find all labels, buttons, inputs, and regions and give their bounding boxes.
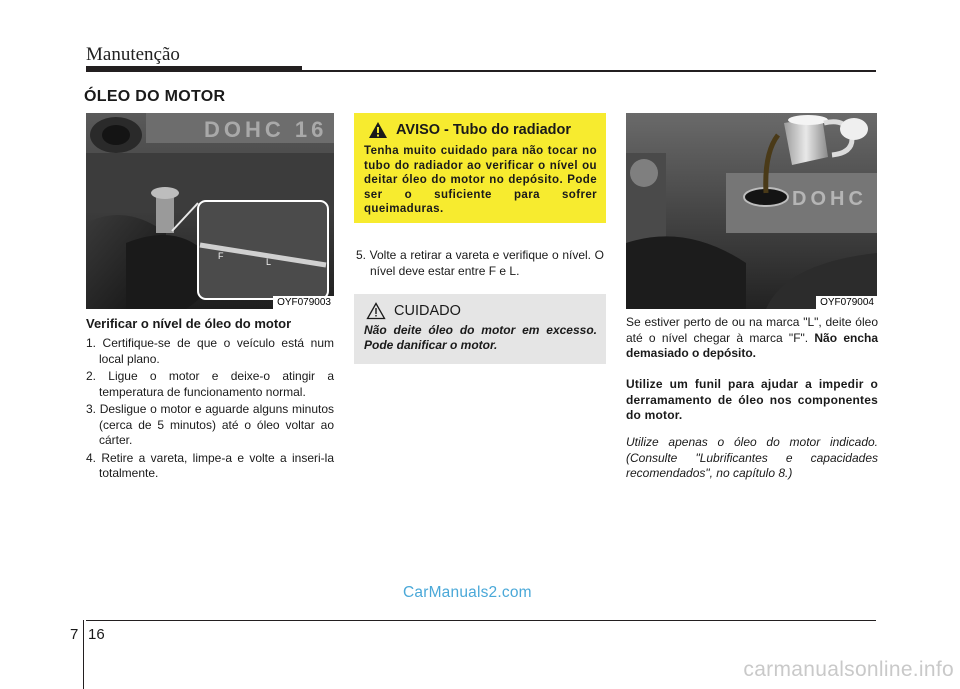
- check-steps-list: [86, 336, 334, 484]
- dipstick-mark-l: L: [266, 257, 272, 267]
- step-item: 5. Volte a retirar a vareta e verifique o nível. O nível deve estar entre F e L.: [356, 248, 604, 278]
- warning-box: [354, 113, 606, 223]
- funnel-tip: Utilize um funil para ajudar a impedir o derramamento de óleo nos componentes do motor.: [626, 377, 878, 422]
- photo-code-left: OYF079003: [273, 296, 334, 309]
- no-overfill-text: Não encha demasiado o depósito.: [626, 330, 878, 360]
- section-title: ÓLEO DO MOTOR: [84, 88, 226, 105]
- refill-instructions: [626, 315, 878, 362]
- photo-code-right: OYF079004: [816, 296, 877, 309]
- step-item: 2. Ligue o motor e deixe-o atingir a temperatura de funcionamento normal.: [86, 369, 334, 399]
- caution-text: Não deite óleo do motor em excesso. Pode danificar o motor.: [364, 323, 597, 352]
- chapter-number: 7: [70, 626, 79, 643]
- warning-text: Tenha muito cuidado para não tocar no tubo do radiador ao verificar o nível ou deitar óleo do motor no depósito. Pode ser o suficiente para sofrer queimaduras.: [364, 145, 597, 215]
- warning-word: AVISO: [396, 122, 441, 138]
- caution-box: [354, 294, 606, 364]
- caution-word: CUIDADO: [394, 303, 461, 319]
- warning-triangle-icon: [368, 121, 388, 139]
- engine-dipstick-illustration: [86, 113, 334, 309]
- oil-spec-note: Utilize apenas o óleo do motor indicado. (Consulte "Lubrificantes e capacidades recomendados", no capítulo 8.): [626, 435, 878, 480]
- warning-topic: - Tubo do radiador: [444, 122, 572, 138]
- engine-dipstick-photo: [86, 113, 334, 309]
- refill-text: Se estiver perto de ou na marca "L", deite óleo até o nível chegar à marca "F".: [626, 315, 878, 345]
- dipstick-mark-f: F: [218, 251, 224, 261]
- header-section-name: Manutenção: [86, 44, 180, 65]
- page-number: 16: [88, 626, 105, 643]
- header-rule-thin: [302, 70, 876, 72]
- footer-rule: [86, 620, 876, 621]
- oil-pouring-illustration: [626, 113, 877, 309]
- engine-cover-text: DOHC: [792, 188, 867, 210]
- oil-pouring-photo: [626, 113, 877, 309]
- watermark-carmanuals2: CarManuals2.com: [403, 584, 532, 601]
- engine-cover-text: DOHC 16: [204, 117, 328, 142]
- caution-triangle-icon: [366, 302, 386, 320]
- check-oil-heading: Verificar o nível de óleo do motor: [86, 316, 292, 331]
- watermark-carmanualsonline: carmanualsonline.info: [743, 658, 954, 681]
- caution-header: [364, 302, 597, 320]
- step-item: 1. Certifique-se de que o veículo está num local plano.: [86, 336, 334, 366]
- step-item: 4. Retire a vareta, limpe-a e volte a inseri-la totalmente.: [86, 450, 334, 480]
- warning-header: [364, 121, 597, 139]
- header-rule-thick: [86, 66, 302, 72]
- step-item: 3. Desligue o motor e aguarde alguns minutos (cerca de 5 minutos) até o óleo voltar ao cárter.: [86, 402, 334, 447]
- footer-divider: [83, 620, 84, 689]
